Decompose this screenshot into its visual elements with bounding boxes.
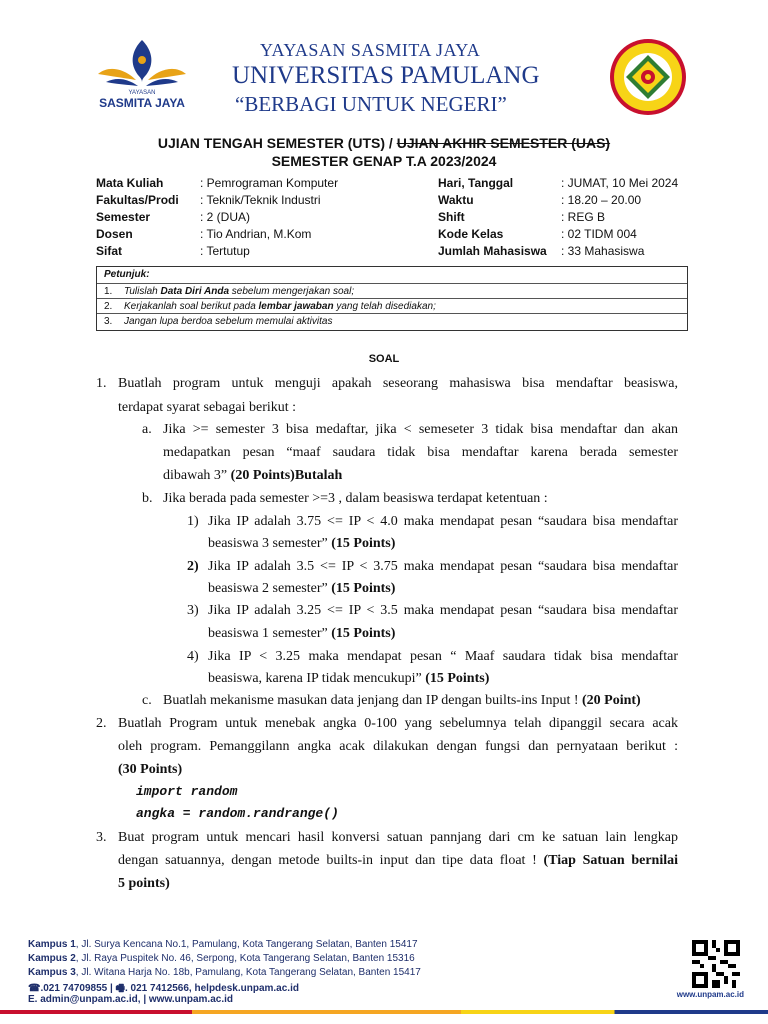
instruction-text-part: Kerjakanlah soal berikut pada <box>124 301 259 312</box>
exam-title-uts: UJIAN TENGAH SEMESTER (UTS) / <box>157 135 397 151</box>
q1b-sub4-line1: Jika IP < 3.25 maka mendapat pesan “ Maaf saudara tidak bisa mendaftar <box>208 649 678 664</box>
q3-line3 <box>118 872 170 895</box>
q1a-label: a. <box>142 422 152 437</box>
instruction-text <box>124 299 436 314</box>
instruction-text-bold: lembar jawaban <box>258 301 334 312</box>
q1c-line <box>163 689 641 712</box>
footer-campus-2 <box>28 953 415 964</box>
foundation-name: YAYASAN SASMITA JAYA <box>260 40 481 60</box>
instructions-box <box>96 266 688 331</box>
q1b-sub3-line1: Jika IP adalah 3.25 <= IP < 3.5 maka mendapat pesan “saudara bisa mendaftar <box>208 603 678 618</box>
instruction-text-part: Tulislah <box>124 286 161 297</box>
q2-points-text: (30 Points) <box>118 762 183 777</box>
q1c-label: c. <box>142 693 152 708</box>
footer-stripe <box>0 1010 768 1014</box>
q1b-sub-text: beasiswa 1 semester” <box>208 626 332 641</box>
q1b-sub3-line2 <box>208 622 395 645</box>
q1b-line: Jika berada pada semester >=3 , dalam beasiswa terdapat ketentuan : <box>163 491 548 506</box>
q1b-sub4-line2 <box>208 667 489 690</box>
info-row <box>96 209 426 226</box>
instruction-text <box>124 284 354 299</box>
info-value: : Tio Andrian, M.Kom <box>200 227 312 241</box>
instruction-item <box>97 313 687 329</box>
soal-heading: SOAL <box>368 353 400 365</box>
exam-title <box>0 135 768 151</box>
q2-line1: Buatlah Program untuk menebak angka 0-100 yang sebelumnya telah dipanggil secara acak <box>118 716 678 731</box>
university-seal <box>608 37 688 117</box>
exam-title-uas: UJIAN AKHIR SEMESTER (UAS) <box>396 135 611 151</box>
info-value: : 02 TIDM 004 <box>561 227 637 241</box>
q2-code-line1: import random <box>136 784 238 799</box>
info-label: Dosen <box>96 227 133 241</box>
info-label: Waktu <box>438 193 474 207</box>
q2-number: 2. <box>96 716 107 731</box>
university-motto: “BERBAGI UNTUK NEGERI” <box>235 92 507 116</box>
instruction-text <box>124 314 332 329</box>
instructions-heading: Petunjuk: <box>104 269 150 280</box>
info-row <box>438 243 698 260</box>
info-value: : JUMAT, 10 Mei 2024 <box>561 176 679 190</box>
instruction-number: 2. <box>104 301 113 312</box>
q1a-points: (20 Points)Butalah <box>230 468 343 483</box>
q1b-sub1-line2 <box>208 532 395 555</box>
q1b-sub2-line1: Jika IP adalah 3.5 <= IP < 3.75 maka mendapat pesan “saudara bisa mendaftar <box>208 559 678 574</box>
q3-line1: Buat program untuk mencari hasil konversi satuan pannjang dari cm ke satuan lain lengkap <box>118 830 678 845</box>
q1b-sub4-number: 4) <box>187 649 199 664</box>
qr-code-icon <box>692 940 740 988</box>
q1b-sub1-line1: Jika IP adalah 3.75 <= IP < 4.0 maka mendapat pesan “saudara bisa mendaftar <box>208 514 678 529</box>
info-row <box>438 226 698 243</box>
info-label: Fakultas/Prodi <box>96 193 179 207</box>
info-label: Mata Kuliah <box>96 176 164 190</box>
q1b-sub3-number: 3) <box>187 603 199 618</box>
university-name: UNIVERSITAS PAMULANG <box>232 62 540 89</box>
info-row <box>438 209 698 226</box>
info-label: Semester <box>96 210 151 224</box>
q1c-text: Buatlah mekanisme masukan data jenjang dan IP dengan builts-ins Input ! <box>163 693 582 708</box>
footer-campus-address: , Jl. Witana Harja No. 18b, Pamulang, Kota Tangerang Selatan, Banten 15417 <box>75 967 421 978</box>
info-right <box>438 175 698 260</box>
footer-phone: ☎.021 74709855 | 🖷. 021 7412566, helpdesk.unpam.ac.id <box>28 983 299 994</box>
footer-campus-label: Kampus 3 <box>28 967 76 978</box>
info-row <box>438 192 698 209</box>
university-seal-icon <box>608 37 688 117</box>
info-value: : 2 (DUA) <box>200 210 251 224</box>
exam-semester: SEMESTER GENAP T.A 2023/2024 <box>271 153 497 169</box>
instruction-item <box>97 283 687 299</box>
info-label: Hari, Tanggal <box>438 176 514 190</box>
instruction-number: 1. <box>104 286 113 297</box>
q1b-sub-points: (15 Points) <box>331 626 396 641</box>
q1b-sub-text: beasiswa 2 semester” <box>208 581 332 596</box>
info-label: Kode Kelas <box>438 227 504 241</box>
info-value: : Pemrograman Komputer <box>200 176 339 190</box>
footer-campus-label: Kampus 2 <box>28 953 76 964</box>
q1c-points: (20 Point) <box>582 693 641 708</box>
q1a-line2: medapatkan pesan “maaf saudara tidak bisa mendaftar karena berada semester <box>163 445 678 460</box>
q2-points <box>118 758 182 781</box>
instruction-text-part: Jangan lupa berdoa sebelum memulai aktivitas <box>124 316 333 327</box>
info-label: Jumlah Mahasiswa <box>438 244 547 258</box>
instruction-text-part: yang telah disediakan; <box>333 301 436 312</box>
info-row <box>96 243 426 260</box>
info-left <box>96 175 426 260</box>
info-value: : Tertutup <box>200 244 250 258</box>
q3-number: 3. <box>96 830 107 845</box>
info-value: : 18.20 – 20.00 <box>561 193 642 207</box>
info-row <box>96 226 426 243</box>
q1b-label: b. <box>142 491 153 506</box>
info-row <box>96 192 426 209</box>
info-label: Shift <box>438 210 465 224</box>
q1a-line1: Jika >= semester 3 bisa medaftar, jika < semeseter 3 tidak bisa mendaftar dan akan <box>163 422 678 437</box>
q1b-sub2-line2 <box>208 577 395 600</box>
info-value: : Teknik/Teknik Industri <box>200 193 321 207</box>
instruction-text-part: sebelum mengerjakan soal; <box>229 286 355 297</box>
q1b-sub-points: (15 Points) <box>331 581 396 596</box>
footer-campus-label: Kampus 1 <box>28 939 76 950</box>
footer-email: E. admin@unpam.ac.id, | www.unpam.ac.id <box>28 994 233 1005</box>
q1-line2: terdapat syarat sebagai berikut : <box>118 400 297 415</box>
footer-campus-address: , Jl. Raya Puspitek No. 46, Serpong, Kota Tangerang Selatan, Banten 15316 <box>75 953 415 964</box>
q3-points-a: (Tiap Satuan bernilai <box>543 853 678 868</box>
q3-line2 <box>118 849 678 872</box>
q1a-text: dibawah 3” <box>163 468 231 483</box>
info-row <box>96 175 426 192</box>
q1b-sub-text: beasiswa, karena IP tidak mencukupi” <box>208 671 426 686</box>
q1b-sub-text: beasiswa 3 semester” <box>208 536 332 551</box>
q1a-line3 <box>163 464 342 487</box>
logo-small-text: YAYASAN <box>128 90 156 96</box>
instruction-number: 3. <box>104 316 113 327</box>
q3-points-b: 5 points) <box>118 876 170 891</box>
footer-campus-3 <box>28 967 421 978</box>
q2-line2: oleh program. Pemanggilann angka acak dilakukan dengan fungsi dan pernyataan berikut : <box>118 739 678 754</box>
q3-text: dengan satuannya, dengan metode builts-in input dan tipe data float ! <box>118 853 544 868</box>
info-value: : 33 Mahasiswa <box>561 244 645 258</box>
instruction-item <box>97 298 687 314</box>
instruction-text-bold: Data Diri Anda <box>160 286 230 297</box>
info-row <box>438 175 698 192</box>
footer-campus-1 <box>28 939 418 950</box>
info-value: : REG B <box>561 210 606 224</box>
q1b-sub-points: (15 Points) <box>331 536 396 551</box>
logo-name-text: SASMITA JAYA <box>99 96 185 110</box>
q1-number: 1. <box>96 376 107 391</box>
footer-campus-address: , Jl. Surya Kencana No.1, Pamulang, Kota Tangerang Selatan, Banten 15417 <box>75 939 418 950</box>
footer-url: www.unpam.ac.id <box>676 990 744 999</box>
q2-code-line2: angka = random.randrange() <box>136 806 339 821</box>
q1-line1: Buatlah program untuk menguji apakah seseorang mahasiswa bisa mendaftar beasiswa, <box>118 376 678 391</box>
q1b-sub2-number: 2) <box>187 559 199 574</box>
info-label: Sifat <box>96 244 123 258</box>
q1b-sub1-number: 1) <box>187 514 199 529</box>
q1b-sub-points: (15 Points) <box>425 671 490 686</box>
